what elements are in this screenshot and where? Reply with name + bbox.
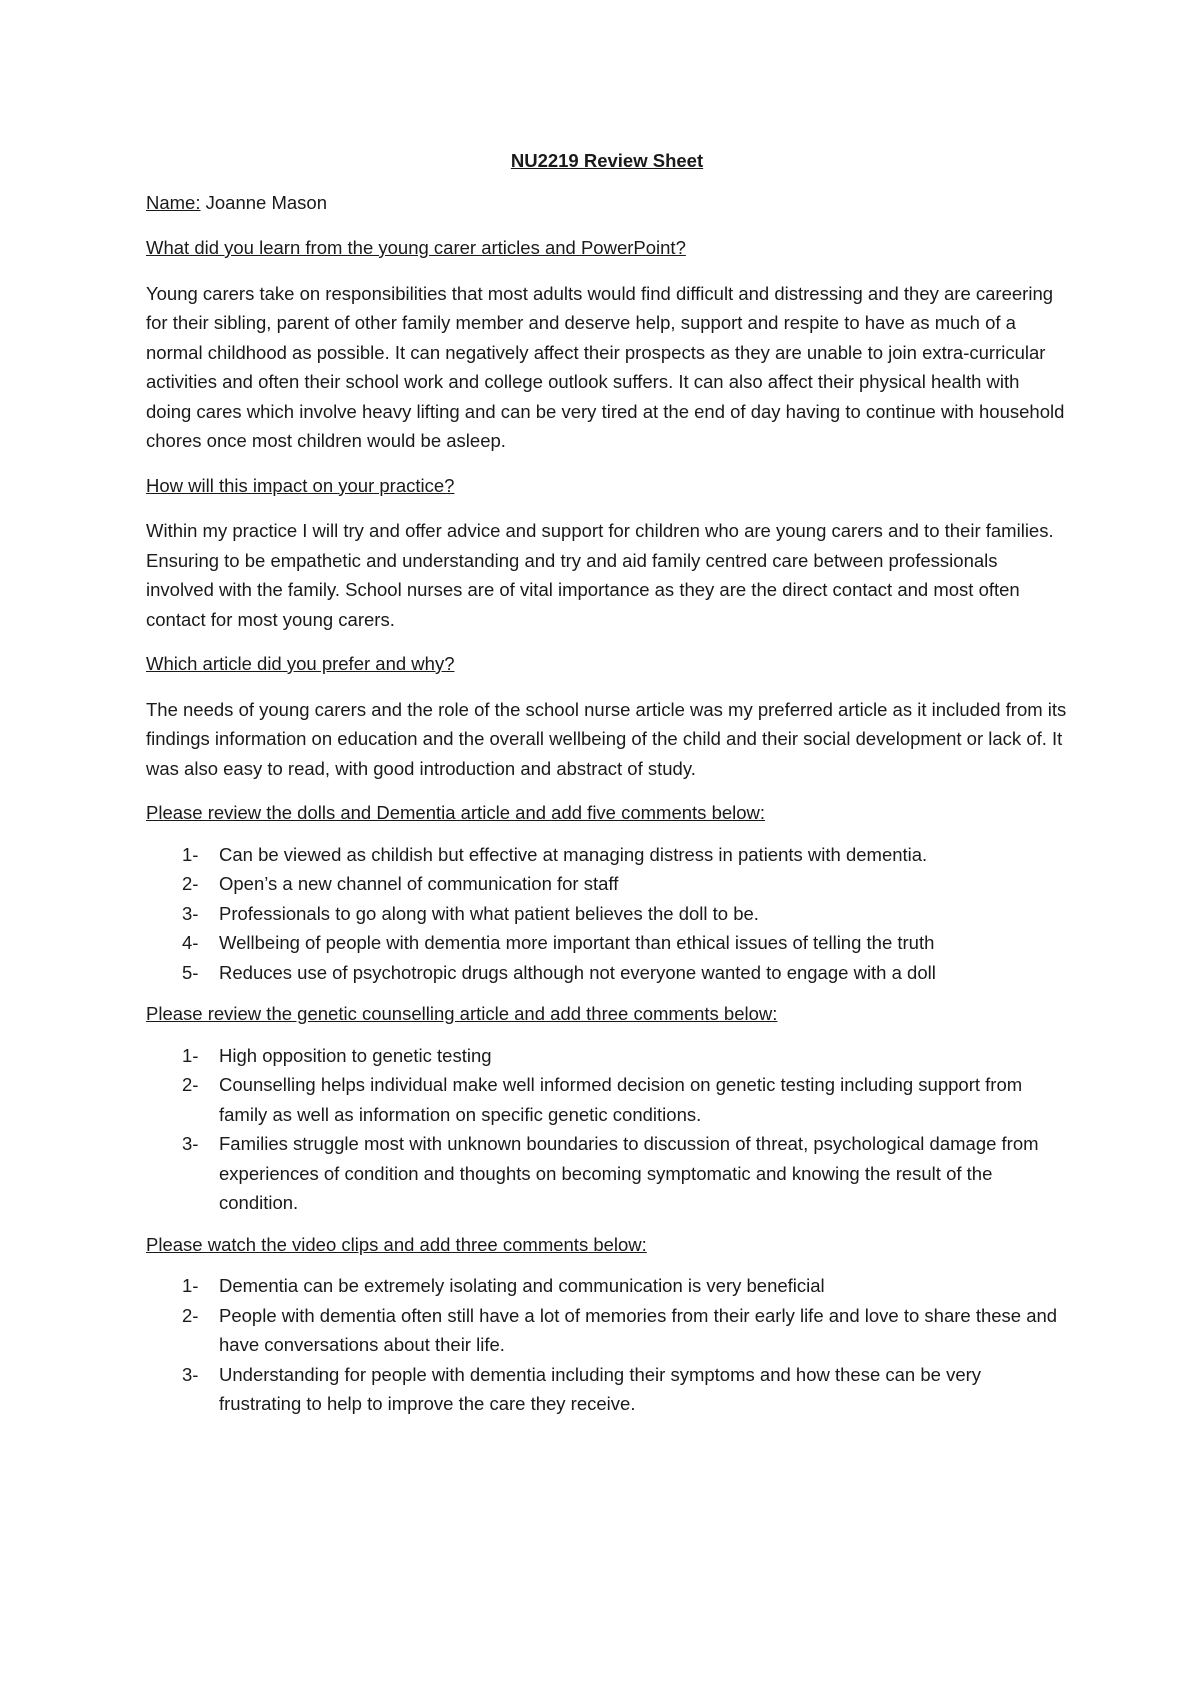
list-item-text: People with dementia often still have a lot of memories from their early life and love to share these and have conversations about their life. xyxy=(219,1304,1058,1355)
list-item xyxy=(146,1271,1068,1301)
list-item xyxy=(146,1360,1068,1419)
list-item-text: Families struggle most with unknown boundaries to discussion of threat, psychological damage from experiences of condition and thoughts on becoming symptomatic and knowing the result of the condition. xyxy=(219,1133,1039,1213)
list-item-text: Open’s a new channel of communication for staff xyxy=(219,873,619,894)
list-item-text: Understanding for people with dementia including their symptoms and how these can be very frustrating to help to improve the care they receive. xyxy=(219,1363,982,1414)
list-item-number: 3- xyxy=(182,902,199,924)
document-title: NU2219 Review Sheet xyxy=(510,150,704,171)
section-heading-video-clips: Please watch the video clips and add three comments below: xyxy=(146,1233,647,1255)
video-clips-comments-list xyxy=(146,1271,1068,1419)
genetic-counselling-comments-list xyxy=(146,1041,1068,1218)
list-item-number: 3- xyxy=(182,1363,199,1385)
list-item-text: High opposition to genetic testing xyxy=(219,1044,492,1066)
list-item xyxy=(146,899,1068,929)
list-item-number: 1- xyxy=(182,1044,199,1066)
list-item-text: Reduces use of psychotropic drugs although not everyone wanted to engage with a doll xyxy=(219,961,936,983)
list-item-text: Dementia can be extremely isolating and communication is very beneficial xyxy=(219,1275,825,1296)
list-item xyxy=(146,958,1068,988)
section-body-practice-impact: Within my practice I will try and offer advice and support for children who are young carers and to their families. Ensuring to be empathetic and understanding and try and aid family centred care between professionals involved with the family. School nurses are of vital importance as they are the direct contact and most often contact for most young carers. xyxy=(146,520,1054,630)
section-body-young-carers: Young carers take on responsibilities that most adults would find difficult and distressing and they are careering for their sibling, parent of other family member and deserve help, support and respite to have as much of a normal childhood as possible. It can negatively affect their prospects as they are unable to join extra-curricular activities and often their school work and college outlook suffers. It can also affect their physical health with doing cares which involve heavy lifting and can be very tired at the end of day having to continue with household chores once most children would be asleep. xyxy=(146,282,1065,451)
list-item xyxy=(146,1129,1068,1218)
section-heading-preferred-article: Which article did you prefer and why? xyxy=(146,653,455,674)
list-item-number: 2- xyxy=(182,1074,199,1095)
list-item-number: 5- xyxy=(182,961,199,983)
list-item-number: 2- xyxy=(182,1304,199,1326)
list-item-text: Can be viewed as childish but effective at managing distress in patients with dementia. xyxy=(219,843,928,865)
list-item-number: 2- xyxy=(182,873,199,894)
name-value: Joanne Mason xyxy=(200,191,328,213)
list-item-number: 1- xyxy=(182,1275,199,1296)
list-item xyxy=(146,928,1068,958)
list-item-number: 4- xyxy=(182,932,199,953)
section-heading-dolls-dementia: Please review the dolls and Dementia article and add five comments below: xyxy=(146,802,766,823)
dolls-dementia-comments-list xyxy=(146,840,1068,988)
list-item-text: Counselling helps individual make well informed decision on genetic testing including support from family as well as information on specific genetic conditions. xyxy=(219,1074,1023,1125)
section-body-preferred-article: The needs of young carers and the role of the school nurse article was my preferred article as it included from its findings information on education and the overall wellbeing of the child and their social development or lack of. It was also easy to read, with good introduction and abstract of study. xyxy=(146,698,1067,779)
list-item-text: Wellbeing of people with dementia more important than ethical issues of telling the truth xyxy=(219,932,935,953)
list-item-number: 3- xyxy=(182,1133,199,1154)
list-item xyxy=(146,840,1068,870)
list-item xyxy=(146,869,1068,899)
name-line xyxy=(146,188,1068,218)
list-item xyxy=(146,1301,1068,1360)
list-item xyxy=(146,1070,1068,1129)
section-heading-genetic-counselling: Please review the genetic counselling article and add three comments below: xyxy=(146,1003,778,1024)
section-heading-young-carers: What did you learn from the young carer articles and PowerPoint? xyxy=(146,237,686,258)
name-label: Name: xyxy=(146,191,201,213)
section-heading-practice-impact: How will this impact on your practice? xyxy=(146,474,455,496)
list-item-number: 1- xyxy=(182,843,199,865)
document-body xyxy=(146,146,1068,1431)
list-item-text: Professionals to go along with what patient believes the doll to be. xyxy=(219,902,759,924)
list-item xyxy=(146,1041,1068,1071)
